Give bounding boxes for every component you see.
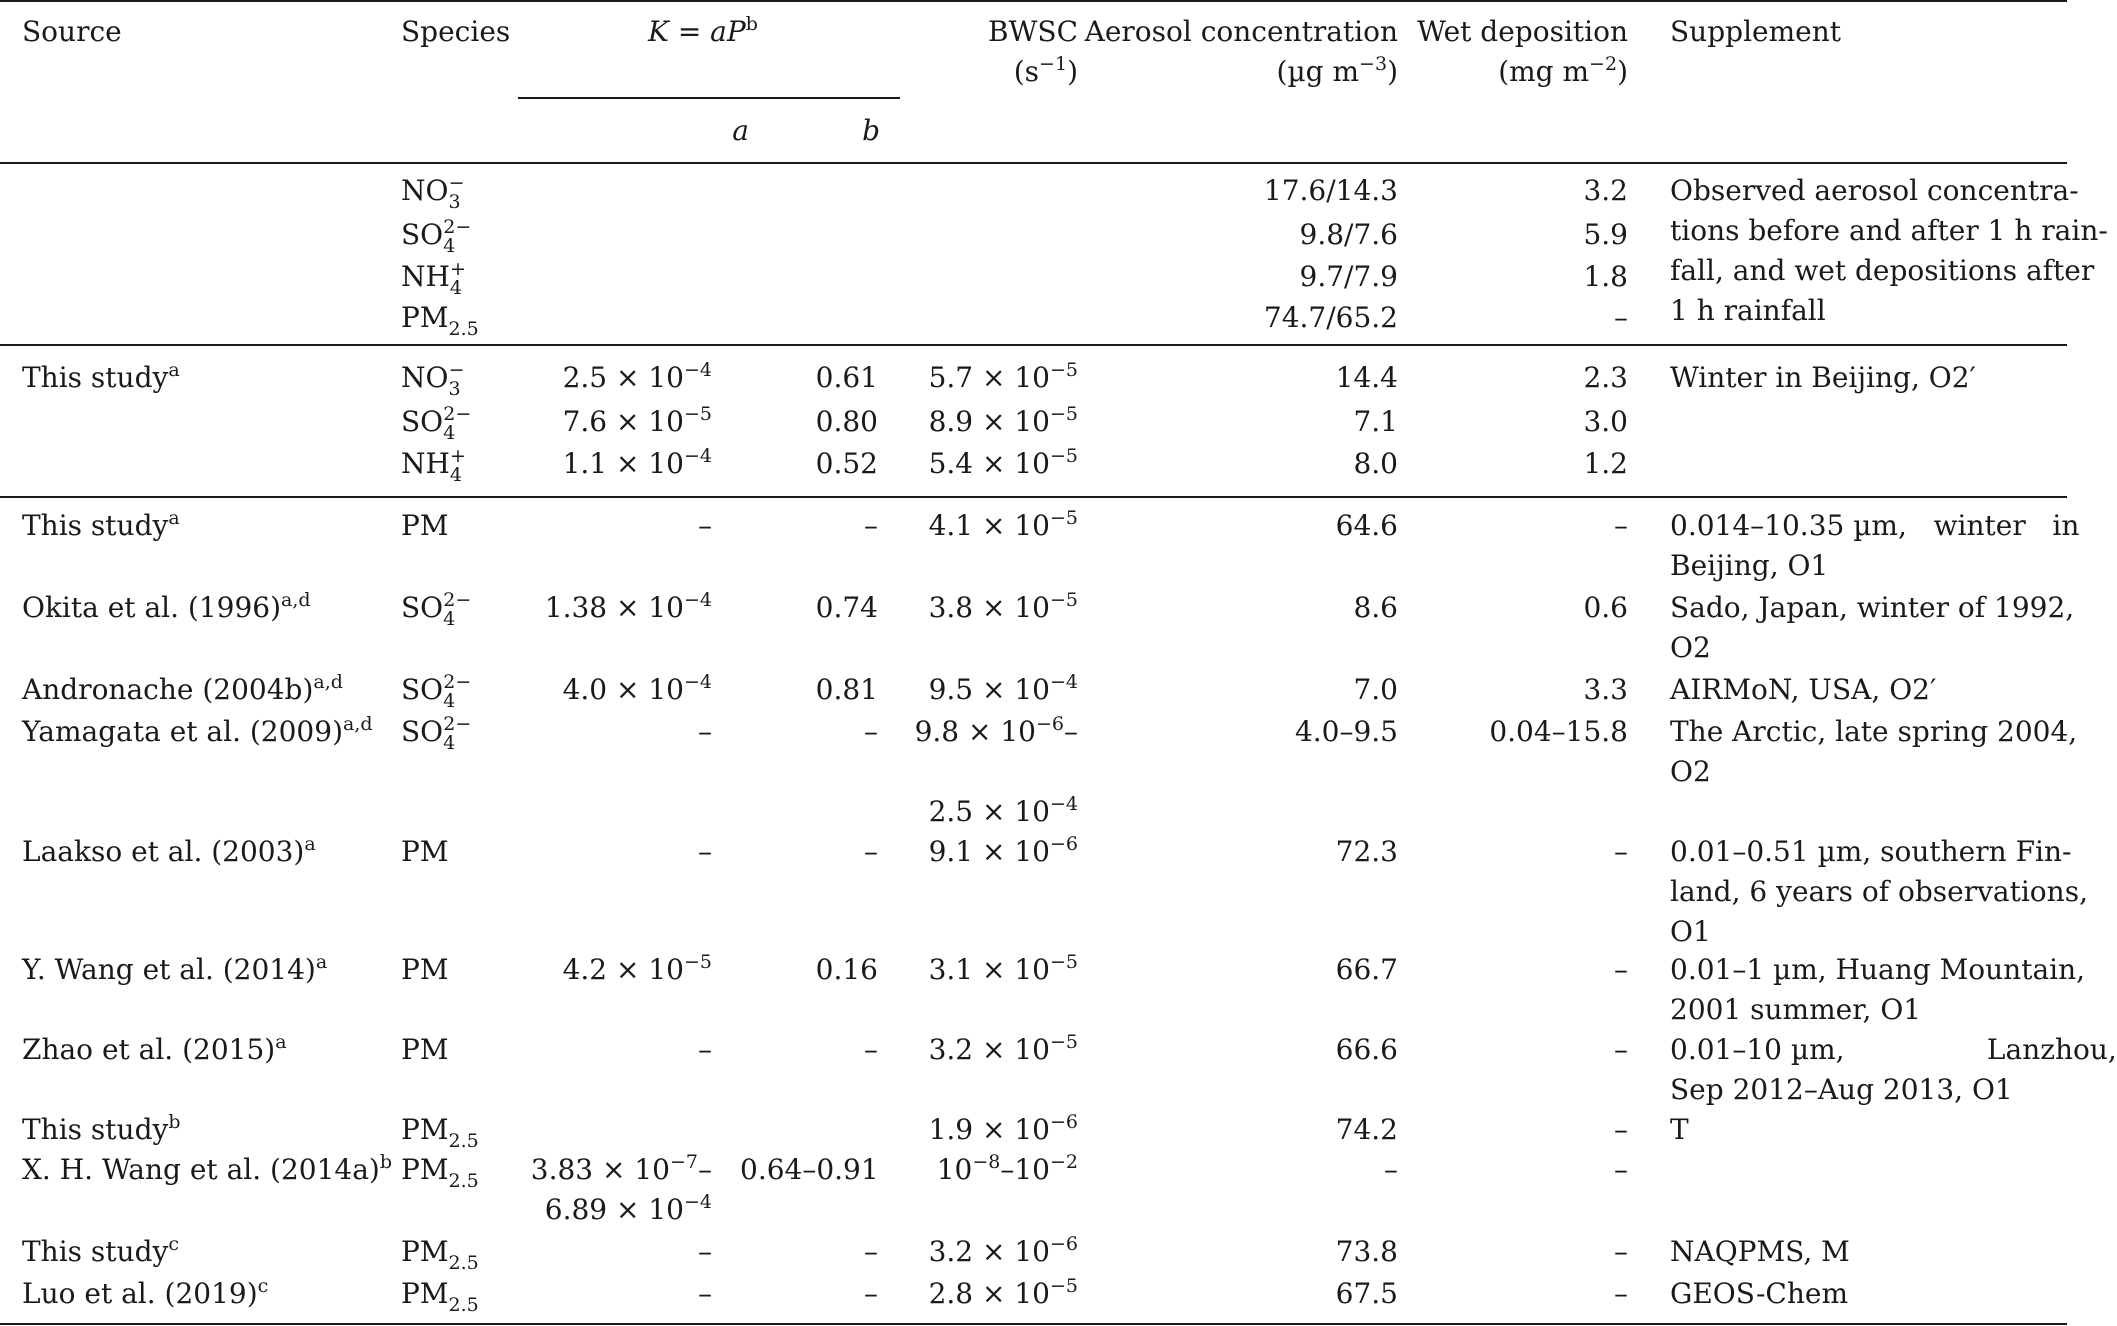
exp: −5: [1049, 359, 1078, 381]
bwsc-value: [860, 832, 1078, 875]
wetdep-value: –: [1614, 1235, 1628, 1268]
exp: −5: [1049, 1275, 1078, 1297]
sp-base: PM: [401, 509, 449, 542]
exp: −5: [1049, 403, 1078, 425]
source-text: Luo et al. (2019): [22, 1277, 258, 1310]
mant: 3.83 × 10: [530, 1153, 670, 1186]
supplement-line: land, 6 years of observations,: [1670, 875, 2088, 908]
a-value: [500, 712, 712, 752]
sp-base: PM: [401, 1277, 449, 1310]
a-value: [500, 588, 712, 631]
aerosol-value: 14.4: [1335, 361, 1398, 394]
mant: 5.4 × 10: [928, 447, 1050, 480]
sp-base: SO: [401, 405, 444, 438]
bwsc-unit-text: (s: [1013, 55, 1040, 88]
wetdep-unit-end: ): [1617, 55, 1628, 88]
sp-sub: 3: [448, 191, 461, 213]
exp: −5: [1049, 507, 1078, 529]
aerosol-value: 8.6: [1353, 591, 1398, 624]
sp-base: PM: [401, 1153, 449, 1186]
obs-bottom-rule: [0, 344, 2067, 346]
exp: −4: [683, 589, 712, 611]
header-source: Source: [22, 15, 122, 48]
mant: –: [698, 715, 712, 748]
header-b: [820, 111, 880, 151]
row-species: [401, 712, 471, 755]
wetdep-value: 1.2: [1583, 447, 1628, 480]
sp-base: PM: [401, 1113, 449, 1146]
source-sup: a,d: [313, 671, 343, 693]
supplement-text: Winter in Beijing, O2′: [1670, 361, 1976, 394]
row-species: [401, 1232, 479, 1275]
sp-sub: 2.5: [448, 1130, 479, 1152]
exp: −5: [683, 951, 712, 973]
row-species: [401, 1030, 449, 1070]
row-source: [22, 832, 316, 875]
sp-sub: 4: [443, 608, 456, 630]
obs-aerosol: 17.6/14.3: [1263, 174, 1398, 207]
wetdep-value: –: [1614, 835, 1628, 868]
b-value: 0.61: [815, 361, 878, 394]
b-value: –: [864, 509, 878, 542]
source-sup: a: [275, 1031, 287, 1053]
exp: −2: [1049, 1151, 1078, 1173]
wetdep-value: 3.3: [1583, 673, 1628, 706]
header-supplement: Supplement: [1670, 15, 1841, 48]
range-dash: –: [1064, 715, 1078, 748]
source-text: This study: [22, 1235, 169, 1268]
a-value-continued: [500, 1190, 712, 1233]
header-b-text: b: [862, 114, 880, 147]
sp-sub: 4: [449, 464, 463, 486]
source-text: This study: [22, 1113, 169, 1146]
bwsc-value: [860, 950, 1078, 993]
range-mid: –10: [1000, 1153, 1050, 1186]
bwsc-unit-end: ): [1067, 55, 1078, 88]
mant: 8.9 × 10: [928, 405, 1050, 438]
mant: –: [698, 1277, 712, 1310]
row-source: [22, 950, 327, 993]
mant: –: [698, 835, 712, 868]
mant: 6.89 × 10: [544, 1193, 684, 1226]
b-value: 0.52: [815, 447, 878, 480]
source-sup: c: [257, 1275, 269, 1297]
wetdep-value: –: [1614, 1153, 1628, 1186]
bottom-rule: [0, 1323, 2067, 1325]
supplement-line: AIRMoN, USA, O2′: [1670, 673, 1937, 706]
row-species: [401, 506, 449, 546]
mant: –: [698, 1033, 712, 1066]
source-sup: b: [379, 1151, 392, 1173]
bwsc-value: [860, 1274, 1078, 1317]
aerosol-value: 7.1: [1353, 405, 1398, 438]
row-source: [22, 1030, 287, 1073]
header-wetdep: Wet deposition: [1417, 15, 1628, 48]
sp-sup: −: [448, 359, 465, 381]
a-value: [500, 1274, 712, 1314]
exp: −4: [683, 671, 712, 693]
a-value: [500, 1030, 712, 1070]
exp: −5: [1049, 951, 1078, 973]
mant: 9.8 × 10: [914, 715, 1036, 748]
row-species: [401, 1110, 479, 1153]
row-source: [22, 1232, 179, 1275]
wetdep-value: 3.0: [1583, 405, 1628, 438]
mant: 4.1 × 10: [928, 509, 1050, 542]
bwsc-value: [860, 506, 1078, 549]
mant: 1.9 × 10: [928, 1113, 1050, 1146]
row-species: [401, 950, 449, 990]
aerosol-value: 7.0: [1353, 673, 1398, 706]
source-sup: a: [168, 359, 180, 381]
species-nh4: [401, 444, 466, 487]
b-value: –: [864, 715, 878, 748]
mant: 3.2 × 10: [928, 1235, 1050, 1268]
wetdep-value: –: [1614, 1277, 1628, 1310]
obs-species-so4: [401, 215, 471, 258]
mant: –: [698, 509, 712, 542]
mant: 2.5 × 10: [928, 795, 1050, 828]
sp-base: NH: [401, 447, 450, 480]
b-value: –: [864, 835, 878, 868]
mant: 3.2 × 10: [928, 1033, 1050, 1066]
sp-sub: 4: [443, 422, 456, 444]
obs-wetdep: –: [1614, 301, 1628, 334]
exp: −4: [1049, 793, 1078, 815]
b-value: 0.80: [815, 405, 878, 438]
header-wetdep-unit: [1400, 52, 1628, 95]
bwsc-value: [860, 670, 1078, 713]
header-aerosol-unit: [1080, 52, 1398, 95]
sp-base: SO: [401, 715, 444, 748]
sp-sub: 2.5: [448, 318, 479, 340]
exp: −6: [1035, 713, 1064, 735]
sp-base: SO: [401, 591, 444, 624]
aerosol-value: 67.5: [1335, 1277, 1398, 1310]
aerosol-value: 66.7: [1335, 953, 1398, 986]
exp: −7: [669, 1151, 698, 1173]
sp-base: PM: [401, 1235, 449, 1268]
sp-sub: 4: [443, 235, 456, 257]
aerosol-value: 66.6: [1335, 1033, 1398, 1066]
source-sup: a: [168, 507, 180, 529]
source-sup: a: [315, 951, 328, 973]
mant: 3.8 × 10: [928, 591, 1050, 624]
sp-sub: 3: [448, 378, 461, 400]
sp-base: PM: [401, 1033, 449, 1066]
aerosol-unit-sup: −3: [1359, 53, 1388, 75]
bwsc-unit-sup: −1: [1039, 53, 1068, 75]
sp-sup: +: [450, 445, 466, 467]
sp-base: NH: [401, 260, 450, 293]
obs-species-no3: [401, 171, 464, 214]
sp-sub: 2.5: [448, 1170, 479, 1192]
source-text: Laakso et al. (2003): [22, 835, 305, 868]
supplement-line: 0.01–0.51 µm, southern Fin-: [1670, 835, 2072, 868]
exp: −6: [1049, 833, 1078, 855]
aerosol-value: –: [1384, 1153, 1398, 1186]
supplement-line: GEOS-Chem: [1670, 1277, 1849, 1310]
row-source: [22, 358, 180, 401]
sp-sub: 4: [443, 732, 456, 754]
supplement-line: Sep 2012–Aug 2013, O1: [1670, 1073, 2013, 1106]
row-source: [22, 506, 180, 549]
exp: −5: [1049, 445, 1078, 467]
wetdep-value: –: [1614, 1113, 1628, 1146]
sp-sub: 2.5: [448, 1294, 479, 1316]
mant: 1.1 × 10: [562, 447, 684, 480]
aerosol-value: 64.6: [1335, 509, 1398, 542]
k-formula-underline: [518, 97, 900, 99]
supplement-line: 0.014–10.35 µm, winter in: [1670, 509, 2080, 542]
a-value: [500, 670, 712, 713]
b-value: 0.64–0.91: [740, 1153, 879, 1186]
row-source: [22, 1274, 268, 1317]
row-species: [401, 1274, 479, 1317]
mant: 3.1 × 10: [928, 953, 1050, 986]
source-sup: a,d: [343, 713, 373, 735]
supplement-line: O1: [1670, 915, 1711, 948]
row-source: [22, 1150, 392, 1193]
a-value: [500, 1150, 712, 1193]
bwsc-value: [880, 358, 1078, 401]
bwsc-value: [880, 402, 1078, 445]
wetdep-value: –: [1614, 509, 1628, 542]
row-species: [401, 1150, 479, 1193]
supplement-line: O2: [1670, 755, 1711, 788]
bwsc-value: [860, 1030, 1078, 1073]
sp-sup: 2−: [443, 713, 472, 735]
mant: 9.5 × 10: [928, 673, 1050, 706]
a-value: [500, 358, 712, 401]
supplement-line: T: [1670, 1113, 1689, 1146]
source-text: Andronache (2004b): [22, 673, 314, 706]
obs-species-pm25: [401, 298, 479, 341]
supplement-line: 2001 summer, O1: [1670, 993, 1922, 1026]
exp: −6: [1049, 1111, 1078, 1133]
source-text: This study: [22, 361, 169, 394]
wetdep-value: 2.3: [1583, 361, 1628, 394]
top-rule: [0, 0, 2067, 2]
mant: –: [698, 1235, 712, 1268]
aerosol-value: 73.8: [1335, 1235, 1398, 1268]
source-text: Okita et al. (1996): [22, 591, 281, 624]
exp: −6: [1049, 1233, 1078, 1255]
mant: 5.7 × 10: [928, 361, 1050, 394]
obs-wetdep: 1.8: [1583, 260, 1628, 293]
sp-base: NO: [401, 361, 449, 394]
bwsc-value: [860, 1110, 1078, 1153]
species-so4: [401, 402, 471, 445]
obs-wetdep: 3.2: [1583, 174, 1628, 207]
source-text: Yamagata et al. (2009): [22, 715, 343, 748]
exp: −4: [683, 445, 712, 467]
wetdep-value: –: [1614, 953, 1628, 986]
source-text: Zhao et al. (2015): [22, 1033, 276, 1066]
bwsc-value: [860, 712, 1078, 755]
row-source: [22, 1110, 181, 1153]
k-formula-text: K = aP: [648, 15, 746, 48]
group-rule: [0, 496, 2067, 498]
mant: 2.5 × 10: [562, 361, 684, 394]
b-value: 0.74: [815, 591, 878, 624]
exp: −4: [683, 1191, 712, 1213]
supplement-line: NAQPMS, M: [1670, 1235, 1850, 1268]
obs-supplement-line: tions before and after 1 h rain-: [1670, 214, 2108, 247]
species-no3: [401, 358, 464, 401]
header-k-formula: [648, 12, 758, 55]
source-sup: b: [168, 1111, 181, 1133]
source-text: Y. Wang et al. (2014): [22, 953, 316, 986]
exp: −8: [972, 1151, 1001, 1173]
header-bwsc-unit: [900, 52, 1078, 95]
b-value: 0.81: [815, 673, 878, 706]
mant: 9.1 × 10: [928, 835, 1050, 868]
source-sup: a,d: [281, 589, 311, 611]
row-species: [401, 832, 449, 872]
header-species: Species: [401, 15, 511, 48]
supplement-line: O2: [1670, 631, 1711, 664]
b-value: –: [864, 1277, 878, 1310]
sp-sup: 2−: [443, 671, 472, 693]
sp-sup: 2−: [443, 589, 472, 611]
sp-base: PM: [401, 835, 449, 868]
aerosol-value: 4.0–9.5: [1294, 715, 1398, 748]
bwsc-value: [860, 1150, 1078, 1193]
obs-aerosol: 74.7/65.2: [1263, 301, 1398, 334]
source-text: This study: [22, 509, 169, 542]
k-formula-sup: b: [745, 13, 758, 35]
exp: −5: [1049, 1031, 1078, 1053]
row-species: [401, 588, 471, 631]
aerosol-value: 8.0: [1353, 447, 1398, 480]
obs-aerosol: 9.8/7.6: [1299, 218, 1398, 251]
supplement-line: The Arctic, late spring 2004,: [1670, 715, 2078, 748]
sp-base: PM: [401, 953, 449, 986]
a-value: [500, 506, 712, 546]
mant: 4.2 × 10: [562, 953, 684, 986]
header-bwsc: BWSC: [988, 15, 1078, 48]
a-value: [500, 444, 712, 487]
exp: −4: [1049, 671, 1078, 693]
obs-supplement-line: fall, and wet depositions after: [1670, 254, 2095, 287]
header-aerosol: Aerosol concentration: [1084, 15, 1398, 48]
source-sup: a: [304, 833, 316, 855]
exp: −5: [683, 403, 712, 425]
supplement-line: 0.01–1 µm, Huang Mountain,: [1670, 953, 2086, 986]
supplement-line: 0.01–10 µm, Lanzhou,: [1670, 1033, 2117, 1066]
sp-sub: 4: [443, 690, 456, 712]
obs-species-nh4: [401, 257, 466, 300]
a-value: [500, 402, 712, 445]
header-bottom-rule: [0, 162, 2067, 164]
header-a: [690, 111, 749, 151]
row-source: [22, 588, 311, 631]
source-sup: c: [168, 1233, 179, 1255]
bwsc-value: [880, 444, 1078, 487]
sp-sub: 4: [449, 277, 463, 299]
obs-supplement-line: Observed aerosol concentra-: [1670, 174, 2079, 207]
b-value: –: [864, 1235, 878, 1268]
aerosol-unit-end: ): [1387, 55, 1398, 88]
mant: 4.0 × 10: [562, 673, 684, 706]
obs-wetdep: 5.9: [1583, 218, 1628, 251]
exp: −5: [1049, 589, 1078, 611]
range-dash: –: [698, 1153, 712, 1186]
supplement-line: Beijing, O1: [1670, 549, 1829, 582]
b-value: –: [864, 1033, 878, 1066]
mant: 2.8 × 10: [928, 1277, 1050, 1310]
bwsc-value: [860, 588, 1078, 631]
row-source: [22, 670, 343, 713]
sp-sup: +: [450, 258, 466, 280]
a-value: [500, 950, 712, 993]
wetdep-value: 0.04–15.8: [1489, 715, 1628, 748]
wetdep-value: 0.6: [1583, 591, 1628, 624]
bwsc-value: [860, 1232, 1078, 1275]
wetdep-unit-sup: −2: [1589, 53, 1618, 75]
a-value: [500, 832, 712, 872]
a-value: [500, 1232, 712, 1272]
wetdep-value: –: [1614, 1033, 1628, 1066]
row-species: [401, 670, 471, 713]
header-a-text: a: [732, 114, 749, 147]
mant: 10: [936, 1153, 973, 1186]
sp-base: PM: [401, 301, 449, 334]
obs-aerosol: 9.7/7.9: [1299, 260, 1398, 293]
sp-base: SO: [401, 218, 444, 251]
aerosol-value: 72.3: [1335, 835, 1398, 868]
aerosol-value: 74.2: [1335, 1113, 1398, 1146]
sp-sup: 2−: [443, 403, 472, 425]
wetdep-unit-text: (mg m: [1498, 55, 1590, 88]
mant: 7.6 × 10: [562, 405, 684, 438]
obs-supplement-line: 1 h rainfall: [1670, 294, 1826, 327]
sp-sub: 2.5: [448, 1252, 479, 1274]
supplement-line: Sado, Japan, winter of 1992,: [1670, 591, 2075, 624]
sp-base: NO: [401, 174, 449, 207]
b-value: 0.16: [815, 953, 878, 986]
mant: 1.38 × 10: [544, 591, 684, 624]
bwsc-value-continued: [860, 792, 1078, 835]
sp-base: SO: [401, 673, 444, 706]
sp-sup: −: [448, 172, 465, 194]
exp: −4: [683, 359, 712, 381]
source-text: X. H. Wang et al. (2014a): [22, 1153, 380, 1186]
row-source: [22, 712, 373, 755]
aerosol-unit-text: (µg m: [1276, 55, 1360, 88]
sp-sup: 2−: [443, 216, 472, 238]
